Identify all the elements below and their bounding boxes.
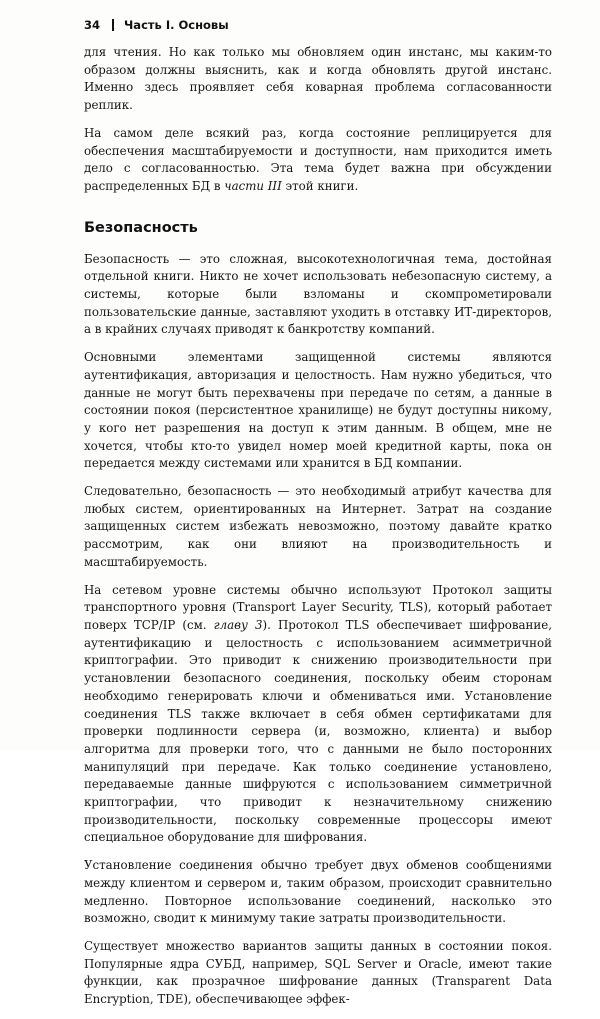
running-head — [84, 18, 229, 32]
section-paragraph-1: Безопасность — это сложная, высокотехнологичная тема, достойная отдельной книги. Никто не хочет использовать небезопасную систему, а системы, которые были взломаны и скомпрометировали пользовательские данные, заставляют уходить в отставку ИТ-директоров, а в крайних случаях приводят к банкротству компаний. — [84, 251, 552, 337]
section-paragraph-2: Основными элементами защищенной системы являются аутентификация, авторизация и целостность. Нам нужно убедиться, что данные не могут быть перехвачены при передаче по сетям, а данные в состоянии покоя (персистентное хранилище) не будут доступны никому, у кого нет разрешения на доступ к этим данным. В общем, мне не хочется, чтобы кто-то увидел номер моей кредитной карты, пока он передается между системами или хранится в БД компании. — [84, 350, 552, 471]
section-paragraph-4-text-before: На сетевом уровне системы обычно используют Протокол защиты транспортного уровня (Transport Layer Security, TLS), который работает поверх TCP/IP (см. — [84, 582, 552, 632]
chapter-title: Часть I. Основы — [124, 18, 229, 32]
paragraph-1: для чтения. Но как только мы обновляем один инстанс, мы каким-то образом должны выяснить, как и когда обновлять другой инстанс. Именно здесь проявляет себя коварная проблема согласованности реплик. — [84, 45, 552, 113]
paragraph-2 — [84, 125, 552, 196]
paragraph-2-emphasis: части III — [224, 178, 282, 193]
paragraph-2-text-before: На самом деле всякий раз, когда состояние реплицируется для обеспечения масштабируемости и доступности, нам приходится иметь дело с согласованностью. Эта тема будет важна при обсуждении распределенных БД в — [84, 125, 552, 193]
section-paragraph-3: Следовательно, безопасность — это необходимый атрибут качества для любых систем, ориентированных на Интернет. Затрат на создание защищенных систем избежать невозможно, поэтому давайте кратко рассмотрим, как они влияют на производительность и масштабируемость. — [84, 484, 552, 569]
section-paragraph-6: Существует множество вариантов защиты данных в состоянии покоя. Популярные ядра СУБД, например, SQL Server и Oracle, имеют такие функции, как прозрачное шифрование данных (Transparent Data Encryption, TDE), обеспечивающее эффек- — [84, 938, 552, 1007]
section-paragraph-4 — [84, 582, 552, 848]
page-content — [84, 44, 552, 1019]
section-heading: Безопасность — [84, 219, 198, 236]
page-number: 34 — [84, 18, 101, 32]
section-paragraph-5: Установление соединения обычно требует двух обменов сообщениями между клиентом и сервером и, таким образом, происходит сравнительно медленно. Повторное использование соединений, насколько это возможно, сводит к минимуму такие затраты производительности. — [84, 858, 552, 926]
paragraph-2-text-after: этой книги. — [281, 178, 359, 193]
section-paragraph-4-emphasis: главу 3 — [213, 617, 263, 632]
header-divider — [112, 19, 114, 31]
section-paragraph-4-text-after: ). Протокол TLS обеспечивает шифрование, аутентификацию и целостность с использованием асимметричной криптографии. Это приводит к снижению производительности при установлении безопасного соединения, поскольку обеим сторонам необходимо генерировать ключи и обмениваться ими. Установление соединения TLS также включает в себя обмен сертификатами для проверки подлинности сервера (и, возможно, клиента) и выбор алгоритма для проверки того, что с данными не было посторонних манипуляций при передаче. Как только соединение установлено, передаваемые данные шифруются с использованием симметричной криптографии, что приводит к незначительному снижению производительности, поскольку современные процессоры имеют специальное оборудование для шифрования. — [84, 617, 552, 845]
